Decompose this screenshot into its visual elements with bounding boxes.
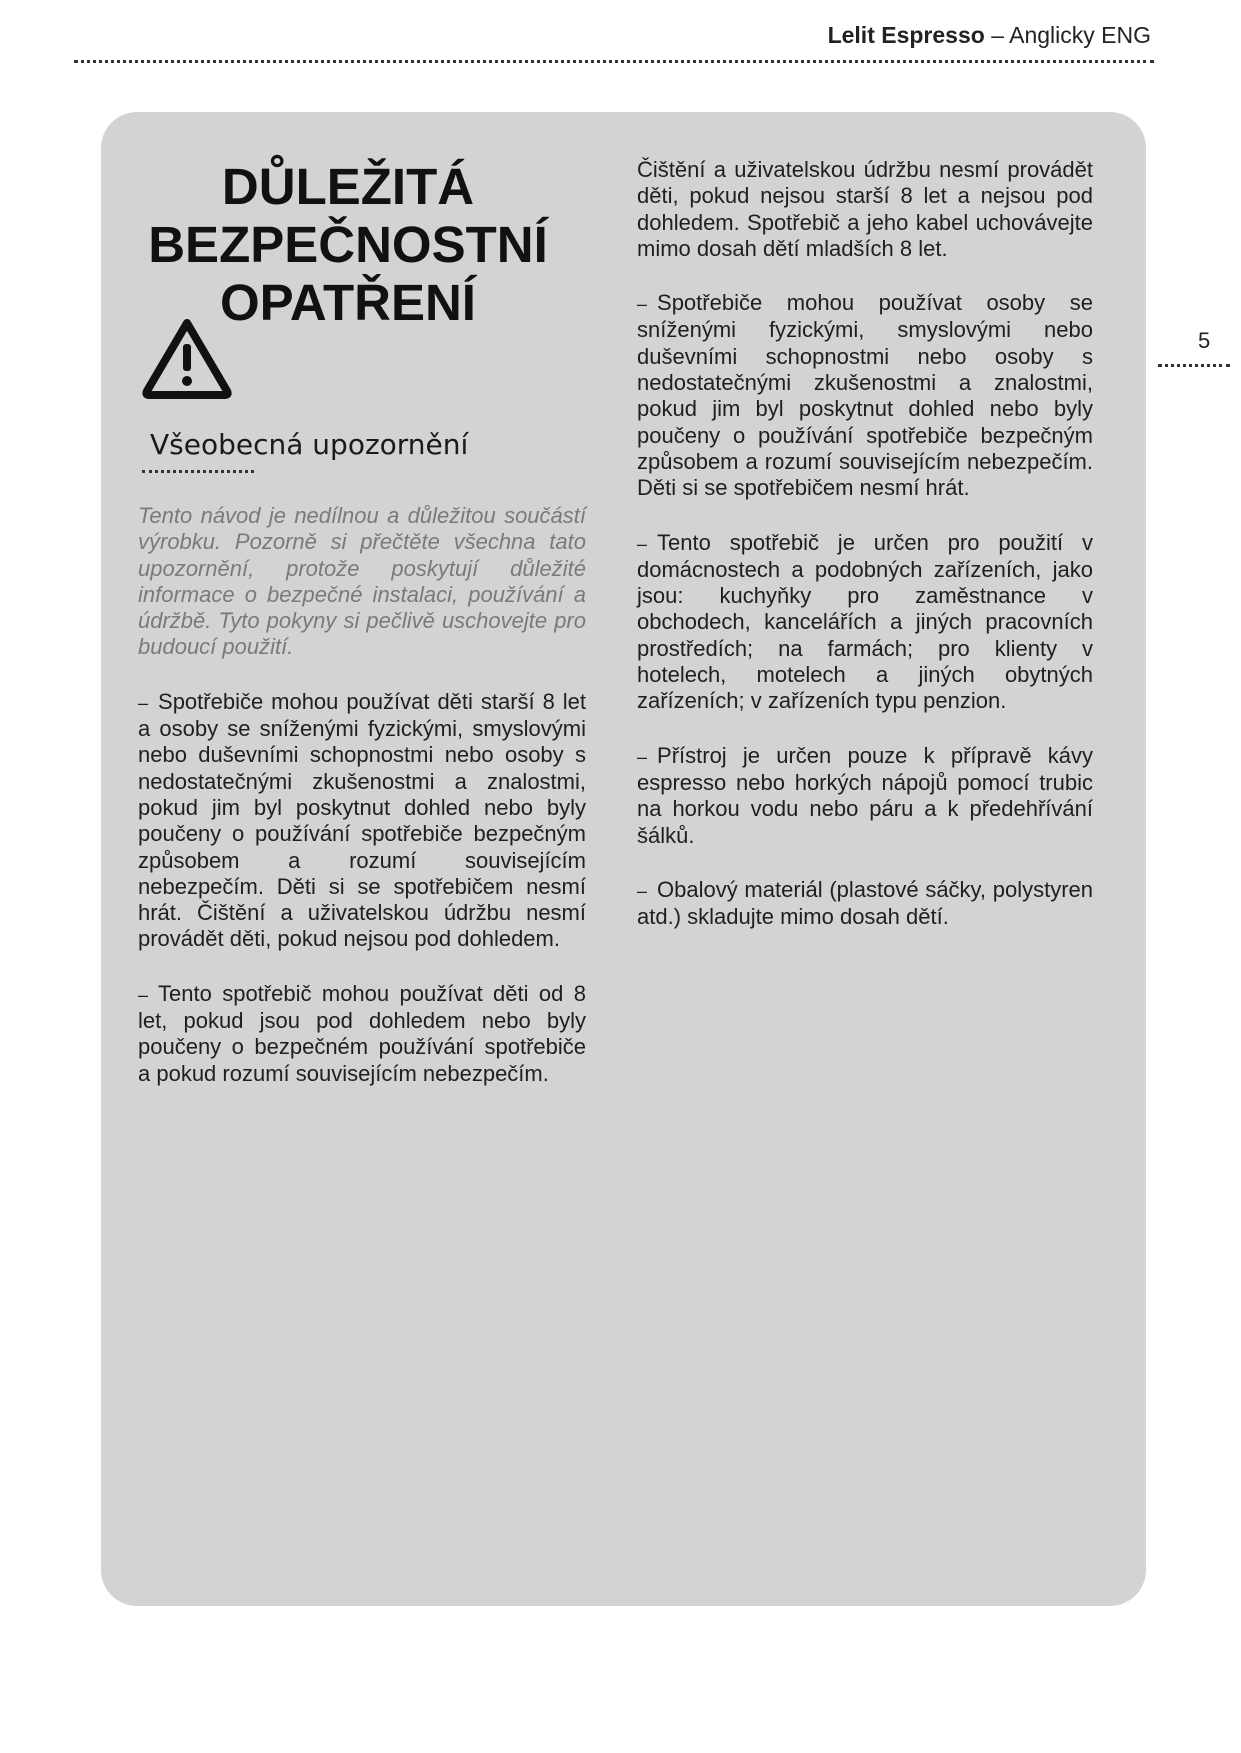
list-item-text: Tento spotřebič je určen pro použití v domácnostech a podobných zařízeních, jako jsou: kuchyňky pro zaměstnance v obchodech, kancelářích a jiných pracovních prostředích; na farmách; pro klienty v hotelech, motelech a jiných obytných zařízeních; v zařízeních typu penzion.	[637, 529, 1093, 714]
list-item	[637, 530, 1093, 715]
list-item-text: Tento spotřebič mohou používat děti od 8 let, pokud jsou pod dohledem nebo byly poučeny o bezpečném používání spotřebiče a pokud rozumí souvisejícím nebezpečím.	[138, 980, 586, 1086]
list-item-text: Spotřebiče mohou používat děti starší 8 let a osoby se sníženými fyzickými, smyslovými nebo duševními schopnostmi nebo osoby s nedostatečnými zkušenostmi a znalostmi, pokud jim byl poskytnut dohled nebo byly poučeny o používání spotřebiče bezpečným způsobem a rozumí souvisejícím nebezpečím. Děti si se spotřebičem nesmí hrát. Čištění a uživatelskou údržbu nesmí provádět děti, pokud nejsou pod dohledem.	[138, 688, 586, 952]
section-title: DŮLEŽITÁ BEZPEČNOSTNÍ OPATŘENÍ	[148, 158, 548, 331]
list-item-text: Přístroj je určen pouze k přípravě kávy espresso nebo horkých nápojů pomocí trubic na horkou vodu nebo páru a k předehřívání šálků.	[637, 742, 1093, 848]
dash-bullet: –	[637, 746, 648, 767]
intro-paragraph: Tento návod je nedílnou a důležitou součástí výrobku. Pozorně si přečtěte všechna tato upozornění, protože poskytují důležité informace o bezpečné instalaci, používání a údržbě. Tyto pokyny si pečlivě uschovejte pro budoucí použití.	[138, 503, 586, 660]
dash-bullet: –	[138, 692, 149, 713]
list-item	[637, 877, 1093, 931]
page-number: 5	[1198, 328, 1211, 353]
subheading-divider	[142, 470, 254, 473]
header-brand: Lelit Espresso	[827, 22, 985, 48]
warning-icon	[140, 316, 234, 400]
list-item	[637, 743, 1093, 849]
section-subheading: Všeobecná upozornění	[150, 428, 469, 461]
header-divider	[74, 60, 1154, 63]
header-separator: –	[984, 22, 1010, 48]
header-language: Anglicky ENG	[1009, 22, 1151, 48]
dash-bullet: –	[138, 984, 149, 1005]
page-number-divider	[1158, 364, 1230, 367]
list-item-text: Obalový materiál (plastové sáčky, polystyren atd.) skladujte mimo dosah dětí.	[637, 876, 1093, 930]
dash-bullet: –	[637, 294, 648, 315]
list-item	[637, 290, 1093, 501]
left-column	[138, 503, 586, 1115]
continuation-paragraph: Čištění a uživatelskou údržbu nesmí provádět děti, pokud nejsou starší 8 let a nejsou pod dohledem. Spotřebič a jeho kabel uchovávejte mimo dosah dětí mladších 8 let.	[637, 157, 1093, 261]
list-item-text: Spotřebiče mohou používat osoby se sníženými fyzickými, smyslovými nebo duševními schopnostmi nebo osoby s nedostatečnými zkušenostmi a znalostmi, pokud jim byl poskytnut dohled nebo byly poučeny o používání spotřebiče bezpečným způsobem a rozumí souvisejícím nebezpečím. Děti si se spotřebičem nesmí hrát.	[637, 290, 1093, 501]
list-item	[138, 689, 586, 953]
right-column	[637, 157, 1093, 958]
dash-bullet: –	[637, 533, 648, 554]
list-item	[138, 981, 586, 1087]
dash-bullet: –	[637, 880, 648, 901]
page-header	[828, 22, 1151, 49]
